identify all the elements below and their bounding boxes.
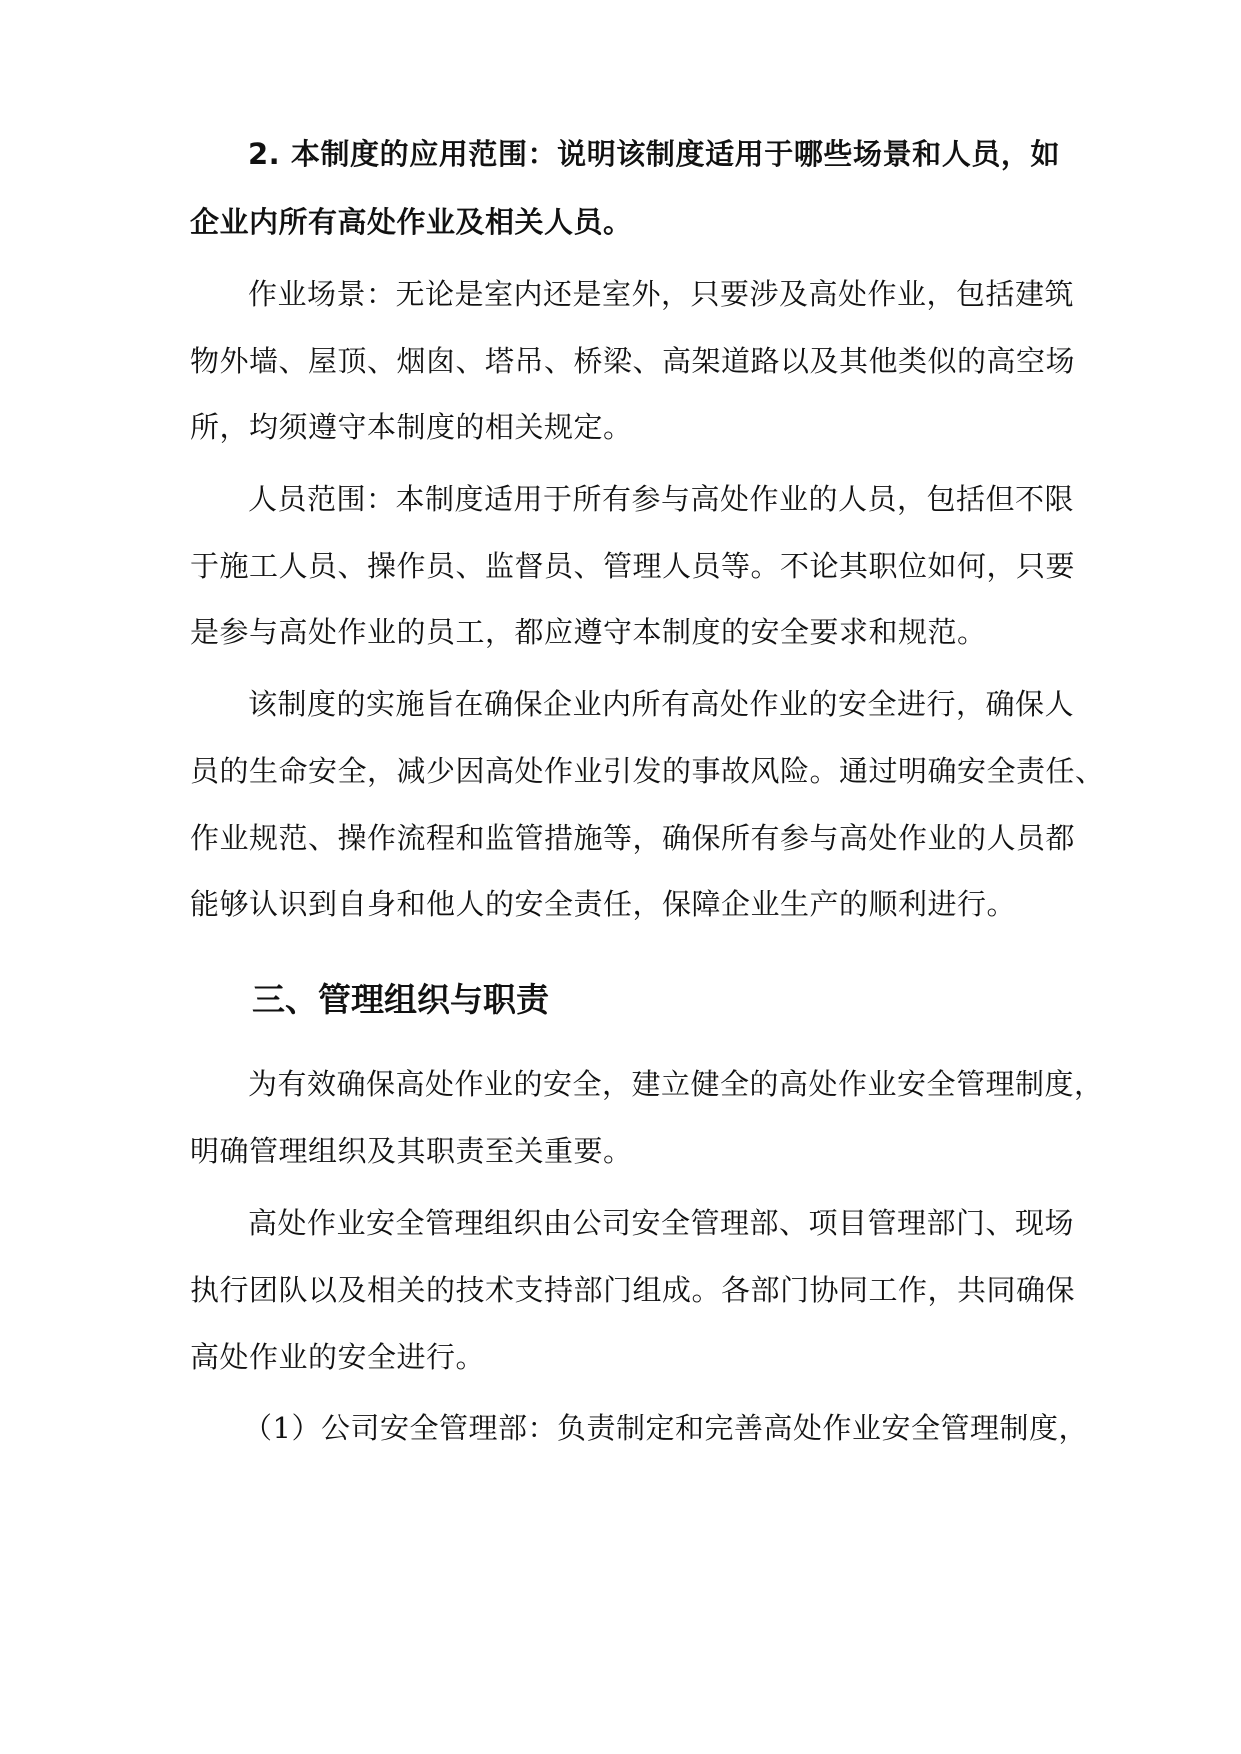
org-paragraph-line-2: 执行团队以及相关的技术支持部门组成。各部门协同工作，共同确保 [190, 1273, 1076, 1307]
purpose-paragraph-line-4: 能够认识到自身和他人的安全责任，保障企业生产的顺利进行。 [190, 887, 1017, 921]
scene-paragraph-line-1: 作业场景：无论是室内还是室外，只要涉及高处作业，包括建筑 [248, 277, 1075, 311]
scene-paragraph-line-3: 所，均须遵守本制度的相关规定。 [190, 410, 633, 444]
org-paragraph-line-1: 高处作业安全管理组织由公司安全管理部、项目管理部门、现场 [248, 1206, 1075, 1240]
section-3-heading: 三、管理组织与职责 [252, 980, 549, 1019]
item-1-line-1: （1）公司安全管理部：负责制定和完善高处作业安全管理制度， [243, 1411, 1088, 1445]
section-2-item-line-1: 2. 本制度的应用范围：说明该制度适用于哪些场景和人员，如 [248, 137, 1060, 171]
org-paragraph-line-3: 高处作业的安全进行。 [190, 1340, 486, 1374]
purpose-paragraph-line-3: 作业规范、操作流程和监管措施等，确保所有参与高处作业的人员都 [190, 821, 1076, 855]
personnel-paragraph-line-3: 是参与高处作业的员工，都应遵守本制度的安全要求和规范。 [190, 615, 987, 649]
purpose-paragraph-line-1: 该制度的实施旨在确保企业内所有高处作业的安全进行，确保人 [248, 687, 1075, 721]
personnel-paragraph-line-1: 人员范围：本制度适用于所有参与高处作业的人员，包括但不限 [248, 482, 1075, 516]
scene-paragraph-line-2: 物外墙、屋顶、烟囱、塔吊、桥梁、高架道路以及其他类似的高空场 [190, 344, 1076, 378]
section-2-item-line-2: 企业内所有高处作业及相关人员。 [190, 205, 633, 239]
personnel-paragraph-line-2: 于施工人员、操作员、监督员、管理人员等。不论其职位如何，只要 [190, 549, 1076, 583]
purpose-paragraph-line-2: 员的生命安全，减少因高处作业引发的事故风险。通过明确安全责任、 [190, 754, 1105, 788]
intro-paragraph-line-1: 为有效确保高处作业的安全，建立健全的高处作业安全管理制度， [248, 1067, 1104, 1101]
intro-paragraph-line-2: 明确管理组织及其职责至关重要。 [190, 1134, 633, 1168]
